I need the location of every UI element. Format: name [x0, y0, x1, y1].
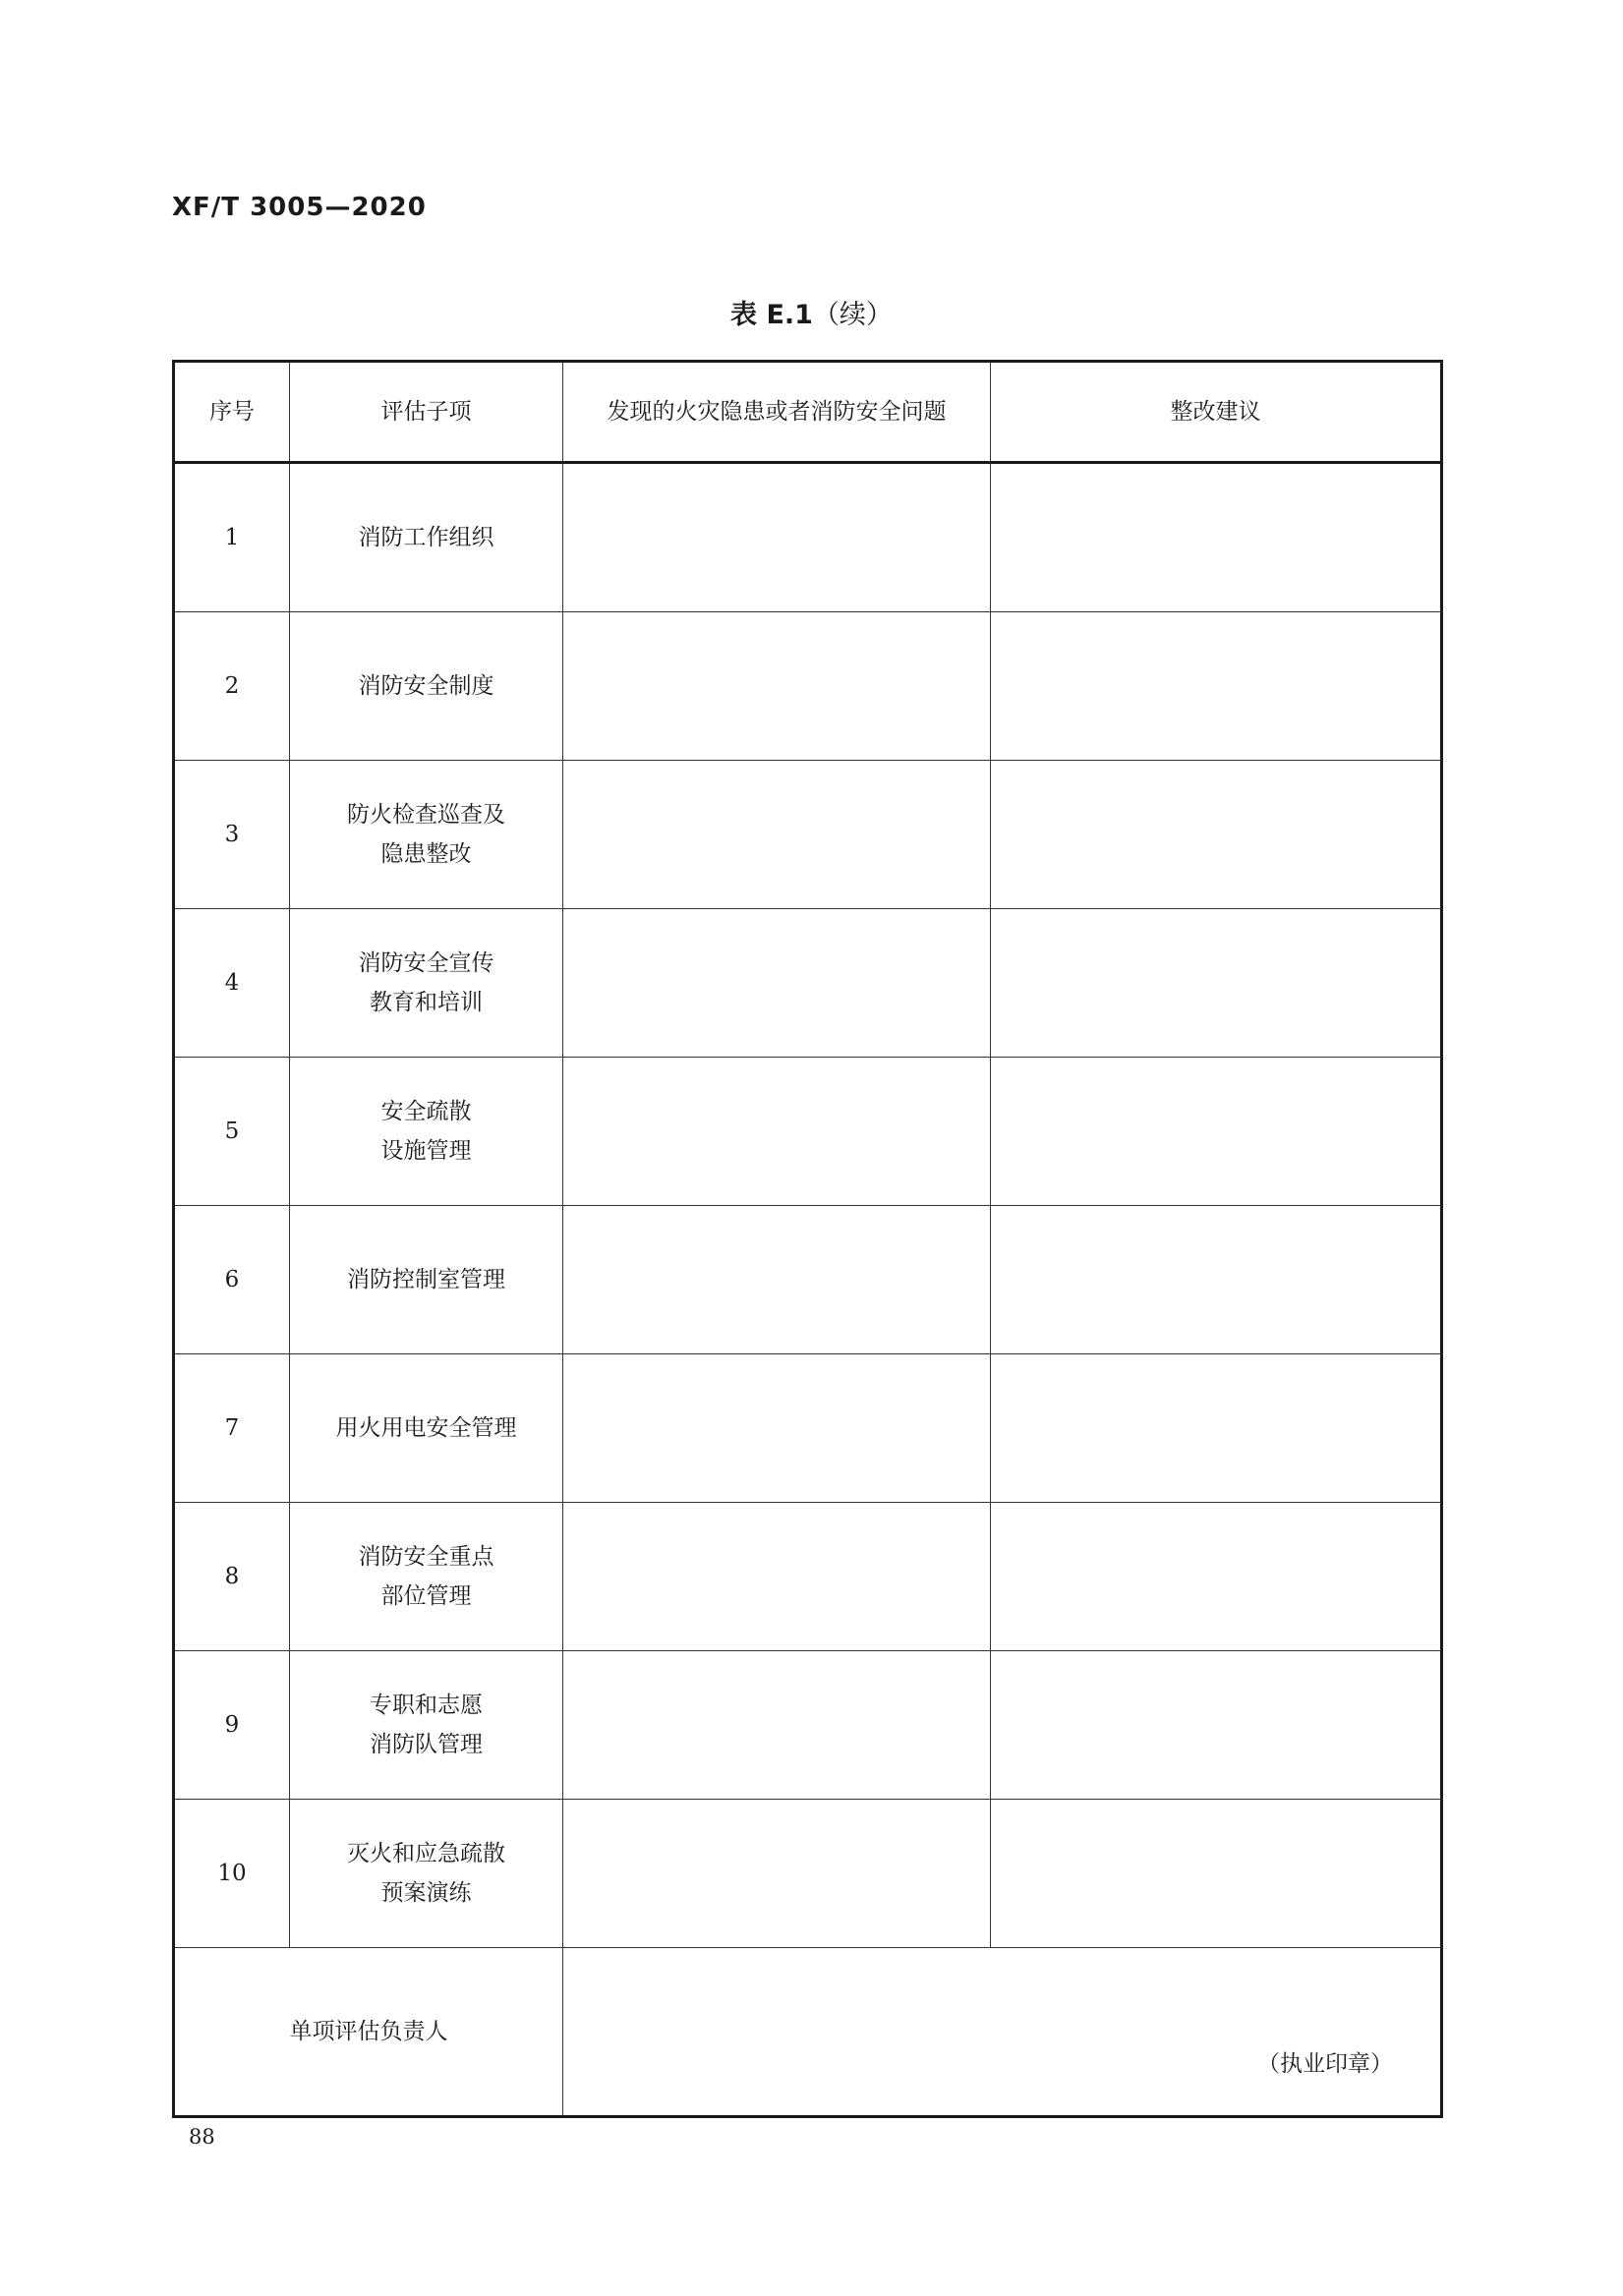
- row-number: 10: [174, 1800, 290, 1948]
- subitem-cell: [290, 1503, 563, 1651]
- table-row: [174, 1800, 1442, 1948]
- signature-field: [563, 1948, 1442, 2117]
- subitem-line: 安全疏散: [380, 1099, 472, 1124]
- suggestions-cell: [991, 1800, 1442, 1948]
- seal-label: （执业印章）: [1257, 2051, 1393, 2077]
- subitem-cell: [290, 909, 563, 1058]
- row-number: 8: [174, 1503, 290, 1651]
- suggestions-cell: [991, 463, 1442, 612]
- subitem-cell: [290, 761, 563, 909]
- document-code: XF/T 3005—2020: [172, 193, 427, 222]
- issues-cell: [563, 1503, 991, 1651]
- table-row: [174, 463, 1442, 612]
- subitem-cell: [290, 463, 563, 612]
- signature-row: [174, 1948, 1442, 2117]
- row-number: 5: [174, 1058, 290, 1206]
- subitem-cell: [290, 1354, 563, 1503]
- table-row: [174, 1651, 1442, 1800]
- suggestions-cell: [991, 1206, 1442, 1354]
- row-number: 3: [174, 761, 290, 909]
- subitem-line: 灭火和应急疏散: [347, 1841, 505, 1866]
- subitem-cell: [290, 1800, 563, 1948]
- column-header-number: 序号: [174, 362, 290, 463]
- subitem-line: 部位管理: [380, 1583, 472, 1609]
- issues-cell: [563, 1206, 991, 1354]
- subitem-cell: [290, 612, 563, 761]
- table-row: [174, 1354, 1442, 1503]
- row-number: 9: [174, 1651, 290, 1800]
- signature-label: 单项评估负责人: [174, 1948, 563, 2117]
- assessment-table: [172, 360, 1443, 2118]
- suggestions-cell: [991, 761, 1442, 909]
- suggestions-cell: [991, 612, 1442, 761]
- subitem-line: 防火检查巡查及: [347, 802, 505, 828]
- issues-cell: [563, 612, 991, 761]
- subitem-line: 消防安全宣传: [358, 950, 494, 976]
- column-header-issues: 发现的火灾隐患或者消防安全问题: [563, 362, 991, 463]
- suggestions-cell: [991, 909, 1442, 1058]
- issues-cell: [563, 909, 991, 1058]
- issues-cell: [563, 761, 991, 909]
- table-caption-suffix: （续）: [812, 300, 893, 330]
- issues-cell: [563, 1058, 991, 1206]
- column-header-subitem: 评估子项: [290, 362, 563, 463]
- subitem-cell: [290, 1058, 563, 1206]
- table-caption: [0, 293, 1623, 331]
- subitem-line: 消防安全制度: [358, 673, 494, 699]
- table-row: [174, 1206, 1442, 1354]
- page-number: 88: [189, 2125, 215, 2149]
- subitem-line: 专职和志愿: [370, 1693, 483, 1718]
- subitem-line: 消防控制室管理: [347, 1267, 505, 1292]
- table-header-row: [174, 362, 1442, 463]
- subitem-line: 教育和培训: [370, 990, 483, 1015]
- table-row: [174, 1503, 1442, 1651]
- subitem-cell: [290, 1206, 563, 1354]
- subitem-line: 消防工作组织: [358, 525, 494, 550]
- issues-cell: [563, 1354, 991, 1503]
- row-number: 7: [174, 1354, 290, 1503]
- subitem-line: 设施管理: [380, 1138, 472, 1164]
- subitem-line: 消防队管理: [370, 1732, 483, 1757]
- issues-cell: [563, 1651, 991, 1800]
- column-header-suggestions: 整改建议: [991, 362, 1442, 463]
- issues-cell: [563, 1800, 991, 1948]
- suggestions-cell: [991, 1503, 1442, 1651]
- suggestions-cell: [991, 1354, 1442, 1503]
- table-caption-label: 表 E.1: [730, 300, 813, 330]
- row-number: 4: [174, 909, 290, 1058]
- subitem-line: 用火用电安全管理: [335, 1415, 517, 1441]
- suggestions-cell: [991, 1651, 1442, 1800]
- row-number: 6: [174, 1206, 290, 1354]
- table-row: [174, 909, 1442, 1058]
- suggestions-cell: [991, 1058, 1442, 1206]
- table-row: [174, 1058, 1442, 1206]
- row-number: 1: [174, 463, 290, 612]
- table-row: [174, 761, 1442, 909]
- subitem-line: 预案演练: [380, 1880, 472, 1906]
- issues-cell: [563, 463, 991, 612]
- table-row: [174, 612, 1442, 761]
- subitem-line: 消防安全重点: [358, 1544, 494, 1570]
- subitem-line: 隐患整改: [380, 841, 472, 867]
- row-number: 2: [174, 612, 290, 761]
- subitem-cell: [290, 1651, 563, 1800]
